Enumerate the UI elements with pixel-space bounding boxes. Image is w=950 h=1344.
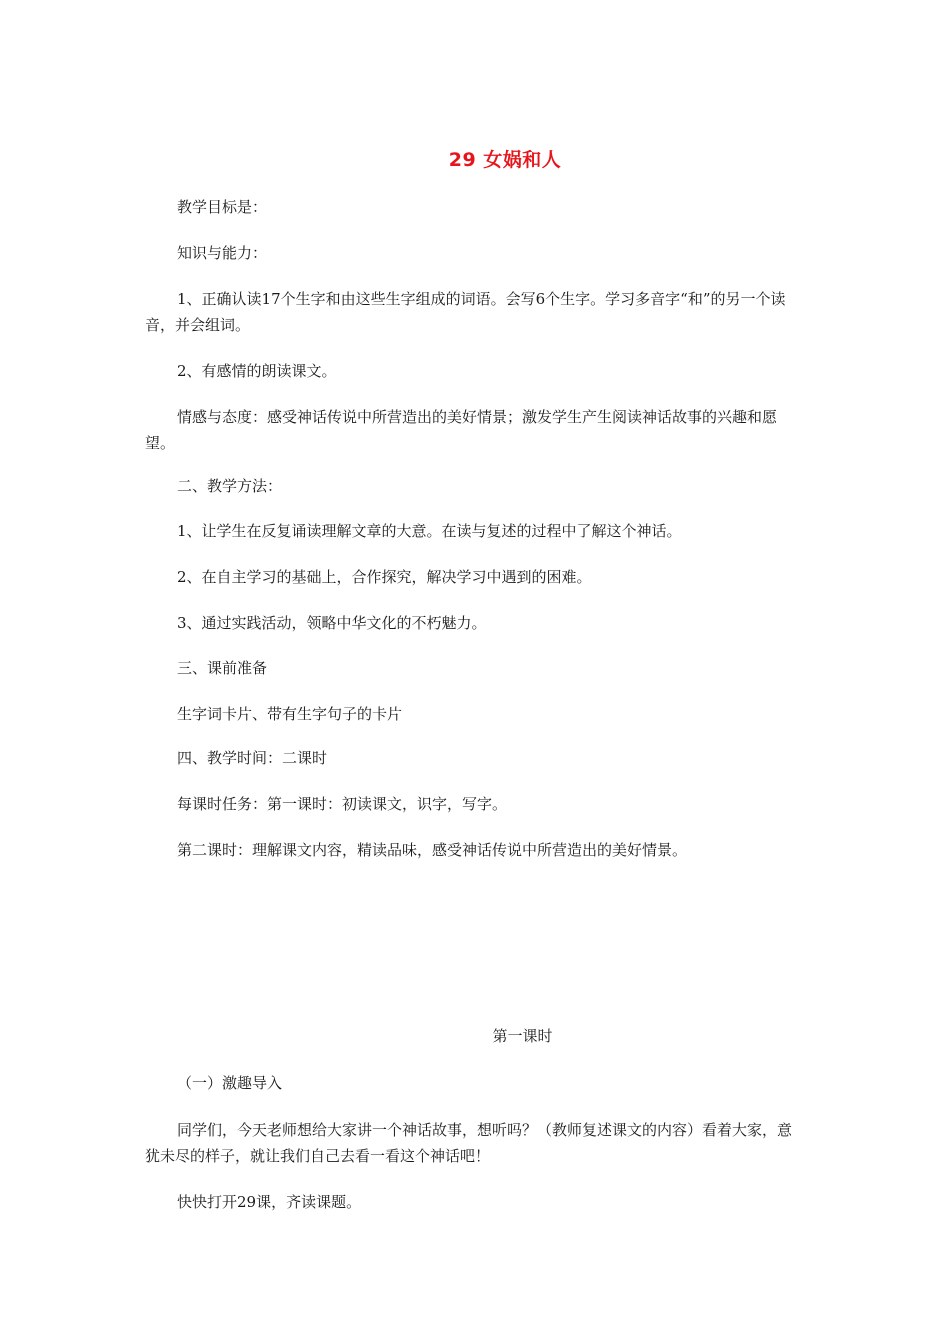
paragraph-methods-heading: 二、教学方法：	[177, 477, 283, 495]
paragraph-prep-heading: 三、课前准备	[177, 659, 268, 677]
paragraph-knowledge-heading: 知识与能力：	[177, 244, 268, 262]
paragraph-method-3: 3、通过实践活动，领略中华文化的不朽魅力。	[177, 614, 487, 632]
paragraph-intro-content: 同学们，今天老师想给大家讲一个神话故事，想听吗？（教师复述课文的内容）看着大家，意犹未尽的样子，就让我们自己去看一看这个神话吧！	[145, 1121, 793, 1165]
paragraph-prep-content: 生字词卡片、带有生字句子的卡片	[177, 705, 403, 723]
paragraph-emotion: 情感与态度：感受神话传说中所营造出的美好情景；激发学生产生阅读神话故事的兴趣和愿望。	[145, 408, 778, 452]
paragraph-method-2: 2、在自主学习的基础上，合作探究，解决学习中遇到的困难。	[177, 568, 592, 586]
paragraph-time-heading: 四、教学时间：二课时	[177, 749, 328, 767]
paragraph-intro-heading: （一）激趣导入	[177, 1074, 283, 1092]
paragraph-second-lesson: 第二课时：理解课文内容，精读品味，感受神话传说中所营造出的美好情景。	[177, 841, 688, 859]
document-title: 29 女娲和人	[448, 149, 562, 171]
paragraph-tasks: 每课时任务：第一课时：初读课文，识字，写字。	[177, 795, 508, 813]
paragraph-goal-2: 2、有感情的朗读课文。	[177, 362, 337, 380]
paragraph-open-book: 快快打开29课，齐读课题。	[177, 1193, 362, 1211]
paragraph-goals-heading: 教学目标是：	[177, 198, 268, 216]
paragraph-goal-1: 1、正确认读17个生字和由这些生字组成的词语。会写6个生字。学习多音字“和”的另一个读音，并会组词。	[145, 290, 786, 334]
paragraph-method-1: 1、让学生在反复诵读理解文章的大意。在读与复述的过程中了解这个神话。	[177, 522, 682, 540]
section-heading: 第一课时	[492, 1027, 553, 1045]
